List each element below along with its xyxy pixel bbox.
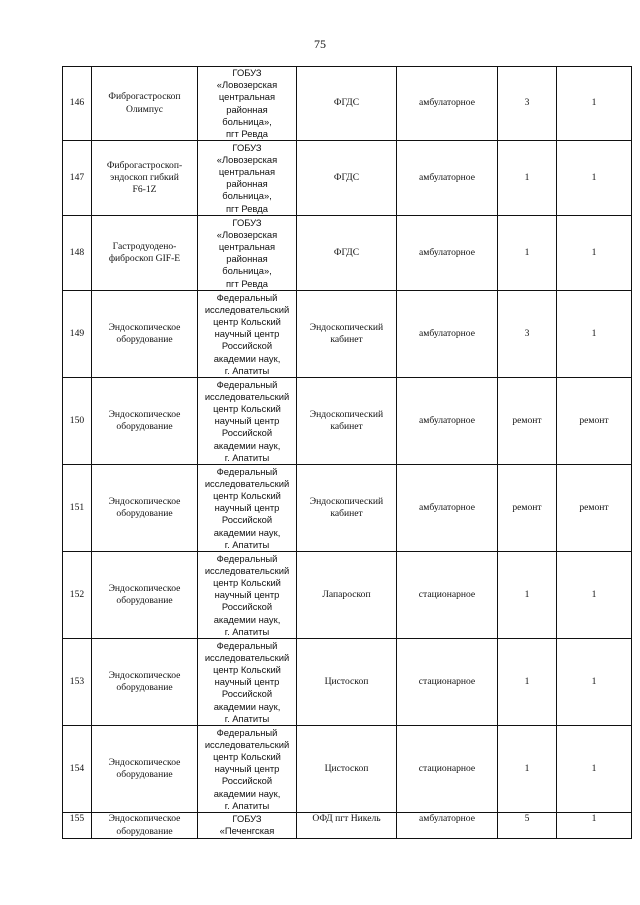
unit-name: Эндоскопический кабинет xyxy=(297,291,397,378)
care-type: стационарное xyxy=(397,726,498,813)
unit-name: Эндоскопический кабинет xyxy=(297,465,397,552)
unit-name: Лапароскоп xyxy=(297,552,397,639)
device-name: Фиброгастроскоп Олимпус xyxy=(92,67,198,141)
row-number: 152 xyxy=(63,552,92,639)
organization: Федеральный исследовательский центр Кольский научный центр Российской академии наук, г. Апатиты xyxy=(198,552,297,639)
device-name: Эндоскопическое оборудование xyxy=(92,378,198,465)
count-value: 1 xyxy=(498,639,557,726)
page-number: 75 xyxy=(314,37,326,51)
row-number: 146 xyxy=(63,67,92,141)
shift-value: 1 xyxy=(557,726,632,813)
row-number: 150 xyxy=(63,378,92,465)
care-type: амбулаторное xyxy=(397,141,498,216)
table-row xyxy=(63,216,632,291)
unit-name: ФГДС xyxy=(297,216,397,291)
organization: ГОБУЗ «Ловозерская центральная районная больница», пгт Ревда xyxy=(198,216,297,291)
shift-value: 1 xyxy=(557,552,632,639)
organization: ГОБУЗ «Печенгская xyxy=(198,813,297,839)
table-row xyxy=(63,552,632,639)
count-value: 5 xyxy=(498,813,557,839)
organization: Федеральный исследовательский центр Кольский научный центр Российской академии наук, г. Апатиты xyxy=(198,291,297,378)
device-name: Эндоскопическое оборудование xyxy=(92,552,198,639)
care-type: стационарное xyxy=(397,552,498,639)
unit-name: Эндоскопический кабинет xyxy=(297,378,397,465)
table-row xyxy=(63,378,632,465)
unit-name: ФГДС xyxy=(297,141,397,216)
care-type: стационарное xyxy=(397,639,498,726)
table-row xyxy=(63,291,632,378)
count-value: 3 xyxy=(498,291,557,378)
organization: ГОБУЗ «Ловозерская центральная районная больница», пгт Ревда xyxy=(198,67,297,141)
device-name: Эндоскопическое оборудование xyxy=(92,291,198,378)
row-number: 149 xyxy=(63,291,92,378)
organization: Федеральный исследовательский центр Кольский научный центр Российской академии наук, г. Апатиты xyxy=(198,465,297,552)
shift-value: 1 xyxy=(557,813,632,839)
device-name: Гастродуодено- фиброскоп GIF-E xyxy=(92,216,198,291)
row-number: 151 xyxy=(63,465,92,552)
care-type: амбулаторное xyxy=(397,465,498,552)
table-row xyxy=(63,67,632,141)
unit-name: Цистоскоп xyxy=(297,639,397,726)
shift-value: 1 xyxy=(557,291,632,378)
count-value: ремонт xyxy=(498,465,557,552)
table-row xyxy=(63,639,632,726)
care-type: амбулаторное xyxy=(397,378,498,465)
row-number: 155 xyxy=(63,813,92,839)
shift-value: 1 xyxy=(557,141,632,216)
table-row xyxy=(63,813,632,839)
table-row xyxy=(63,465,632,552)
unit-name: ОФД пгт Никель xyxy=(297,813,397,839)
row-number: 153 xyxy=(63,639,92,726)
shift-value: 1 xyxy=(557,639,632,726)
count-value: 1 xyxy=(498,216,557,291)
count-value: 3 xyxy=(498,67,557,141)
equipment-table xyxy=(62,66,632,839)
table-row xyxy=(63,141,632,216)
unit-name: ФГДС xyxy=(297,67,397,141)
care-type: амбулаторное xyxy=(397,216,498,291)
row-number: 154 xyxy=(63,726,92,813)
shift-value: 1 xyxy=(557,216,632,291)
row-number: 148 xyxy=(63,216,92,291)
organization: Федеральный исследовательский центр Кольский научный центр Российской академии наук, г. Апатиты xyxy=(198,639,297,726)
device-name: Эндоскопическое оборудование xyxy=(92,639,198,726)
care-type: амбулаторное xyxy=(397,291,498,378)
organization: Федеральный исследовательский центр Кольский научный центр Российской академии наук, г. Апатиты xyxy=(198,378,297,465)
care-type: амбулаторное xyxy=(397,67,498,141)
organization: ГОБУЗ «Ловозерская центральная районная больница», пгт Ревда xyxy=(198,141,297,216)
count-value: 1 xyxy=(498,552,557,639)
care-type: амбулаторное xyxy=(397,813,498,839)
device-name: Эндоскопическое оборудование xyxy=(92,726,198,813)
unit-name: Цистоскоп xyxy=(297,726,397,813)
device-name: Эндоскопическое оборудование xyxy=(92,465,198,552)
count-value: 1 xyxy=(498,726,557,813)
device-name: Фиброгастроскоп- эндоскоп гибкий F6-1Z xyxy=(92,141,198,216)
shift-value: ремонт xyxy=(557,465,632,552)
shift-value: ремонт xyxy=(557,378,632,465)
shift-value: 1 xyxy=(557,67,632,141)
count-value: 1 xyxy=(498,141,557,216)
device-name: Эндоскопическое оборудование xyxy=(92,813,198,839)
table-row xyxy=(63,726,632,813)
count-value: ремонт xyxy=(498,378,557,465)
row-number: 147 xyxy=(63,141,92,216)
organization: Федеральный исследовательский центр Кольский научный центр Российской академии наук, г. Апатиты xyxy=(198,726,297,813)
